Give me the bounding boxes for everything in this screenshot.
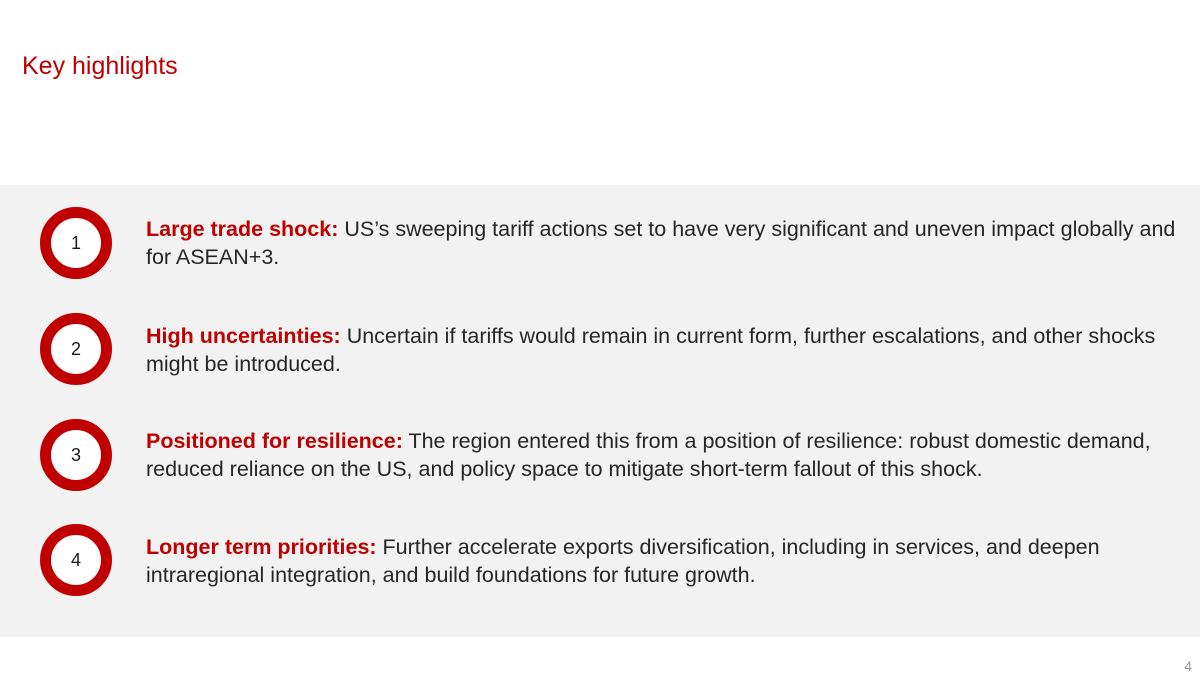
slide-title: Key highlights — [22, 52, 178, 80]
number-badge-3 — [40, 419, 112, 491]
highlight-heading: Longer term priorities: — [146, 535, 377, 559]
highlights-panel — [0, 185, 1200, 637]
highlight-body: US’s sweeping tariff actions set to have very significant and uneven impact globally and for ASEAN+3. — [146, 217, 1176, 269]
highlight-text-3 — [146, 427, 1176, 483]
highlight-body: The region entered this from a position of resilience: robust domestic demand, reduced reliance on the US, and policy space to mitigate short-term fallout of this shock. — [146, 429, 1151, 481]
highlight-body: Further accelerate exports diversification, including in services, and deepen intraregional integration, and build foundations for future growth. — [146, 535, 1100, 587]
badge-number: 3 — [70, 444, 81, 465]
badge-number: 4 — [70, 549, 81, 570]
badge-number: 2 — [70, 338, 81, 359]
page-number: 4 — [1184, 658, 1192, 674]
highlight-text-2 — [146, 322, 1176, 378]
highlight-heading: Positioned for resilience: — [146, 429, 403, 453]
badge-number: 1 — [70, 232, 81, 253]
highlight-heading: Large trade shock: — [146, 217, 339, 241]
number-badge-4 — [40, 524, 112, 596]
number-badge-2 — [40, 313, 112, 385]
highlight-heading: High uncertainties: — [146, 324, 341, 348]
number-badge-1 — [40, 207, 112, 279]
highlight-body: Uncertain if tariffs would remain in current form, further escalations, and other shocks might be introduced. — [146, 324, 1156, 376]
highlight-text-1 — [146, 215, 1176, 271]
highlight-text-4 — [146, 533, 1176, 589]
